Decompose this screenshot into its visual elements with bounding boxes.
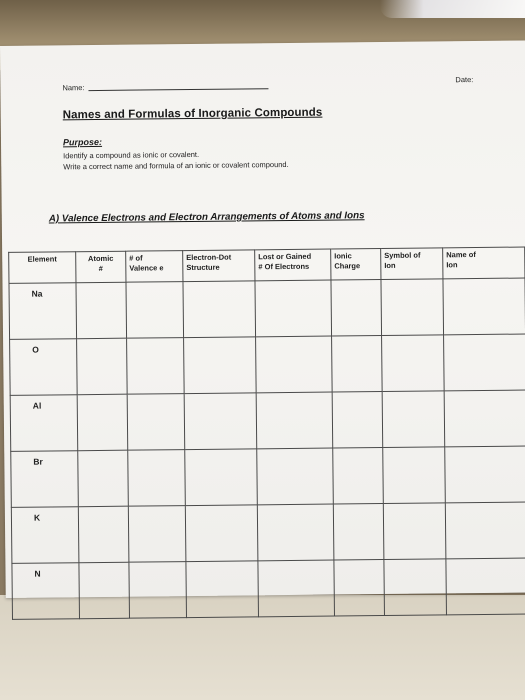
blank-answer-cell[interactable]	[79, 562, 130, 619]
blank-answer-cell[interactable]	[332, 336, 383, 393]
name-label: Name:	[62, 83, 85, 93]
blank-answer-cell[interactable]	[129, 562, 187, 619]
blank-answer-cell[interactable]	[126, 282, 184, 339]
blank-answer-cell[interactable]	[257, 504, 334, 561]
blank-answer-cell[interactable]	[183, 281, 256, 338]
header-name-of-ion: Name of Ion	[443, 247, 525, 279]
page-title: Names and Formulas of Inorganic Compounds	[62, 106, 323, 122]
purpose-heading: Purpose:	[62, 136, 103, 148]
blank-answer-cell[interactable]	[186, 561, 259, 618]
purpose-line-2: Write a correct name and formula of an ionic or covalent compound.	[63, 159, 289, 172]
blank-answer-cell[interactable]	[127, 394, 185, 451]
table-row	[12, 558, 525, 619]
blank-answer-cell[interactable]	[382, 335, 445, 392]
blank-answer-cell[interactable]	[444, 390, 525, 447]
blank-answer-cell[interactable]	[445, 446, 525, 503]
purpose-line-1: Identify a compound as ionic or covalent.	[63, 149, 200, 161]
blank-answer-cell[interactable]	[184, 393, 257, 450]
blank-answer-cell[interactable]	[334, 560, 385, 617]
valence-electron-table	[8, 247, 525, 620]
element-symbol-cell: Br	[11, 451, 79, 508]
blank-answer-cell[interactable]	[333, 448, 384, 505]
blank-answer-cell[interactable]	[445, 502, 525, 559]
table-row	[10, 334, 525, 395]
blank-answer-cell[interactable]	[446, 558, 525, 615]
blank-answer-cell[interactable]	[381, 279, 444, 336]
header-electron-dot-structure: Electron-Dot Structure	[183, 250, 255, 282]
blank-answer-cell[interactable]	[78, 450, 129, 507]
element-symbol-cell: Al	[10, 395, 78, 452]
blank-answer-cell[interactable]	[257, 448, 334, 505]
name-blank-line	[88, 88, 268, 91]
element-symbol-cell: O	[10, 339, 78, 396]
header-lost-or-gained: Lost or Gained # Of Electrons	[255, 249, 331, 281]
element-symbol-cell: Na	[9, 283, 77, 340]
blank-answer-cell[interactable]	[331, 280, 382, 337]
element-symbol-cell: N	[12, 563, 80, 620]
blank-answer-cell[interactable]	[384, 559, 447, 616]
blank-answer-cell[interactable]	[185, 449, 258, 506]
blank-answer-cell[interactable]	[258, 560, 335, 617]
blank-answer-cell[interactable]	[184, 337, 257, 394]
table-row	[9, 278, 525, 339]
header-element: Element	[9, 252, 76, 284]
table-body	[9, 278, 525, 619]
blank-answer-cell[interactable]	[185, 505, 258, 562]
blank-answer-cell[interactable]	[127, 338, 185, 395]
table-row	[10, 390, 525, 451]
section-title: A) Valence Electrons and Electron Arrangements of Atoms and Ions	[48, 210, 365, 225]
blank-answer-cell[interactable]	[77, 394, 128, 451]
header-valence-electrons: # of Valence e	[126, 251, 183, 283]
blank-answer-cell[interactable]	[444, 334, 525, 391]
blank-answer-cell[interactable]	[256, 336, 333, 393]
blank-answer-cell[interactable]	[332, 392, 383, 449]
element-symbol-cell: K	[11, 507, 79, 564]
blank-answer-cell[interactable]	[382, 391, 445, 448]
header-ionic-charge: Ionic Charge	[331, 249, 381, 281]
header-atomic-number: Atomic #	[76, 251, 126, 283]
blank-answer-cell[interactable]	[128, 450, 186, 507]
blank-answer-cell[interactable]	[76, 282, 127, 339]
date-label: Date:	[455, 75, 474, 85]
blank-answer-cell[interactable]	[443, 278, 525, 335]
blank-answer-cell[interactable]	[383, 503, 446, 560]
table-row	[11, 446, 525, 507]
blank-answer-cell[interactable]	[333, 504, 384, 561]
table-row	[11, 502, 525, 563]
blank-answer-cell[interactable]	[255, 280, 332, 337]
header-symbol-of-ion: Symbol of Ion	[381, 248, 443, 280]
worksheet-page	[0, 41, 525, 598]
blank-answer-cell[interactable]	[256, 392, 333, 449]
blank-answer-cell[interactable]	[383, 447, 446, 504]
blank-answer-cell[interactable]	[128, 506, 186, 563]
blank-answer-cell[interactable]	[77, 338, 128, 395]
blank-answer-cell[interactable]	[78, 506, 129, 563]
